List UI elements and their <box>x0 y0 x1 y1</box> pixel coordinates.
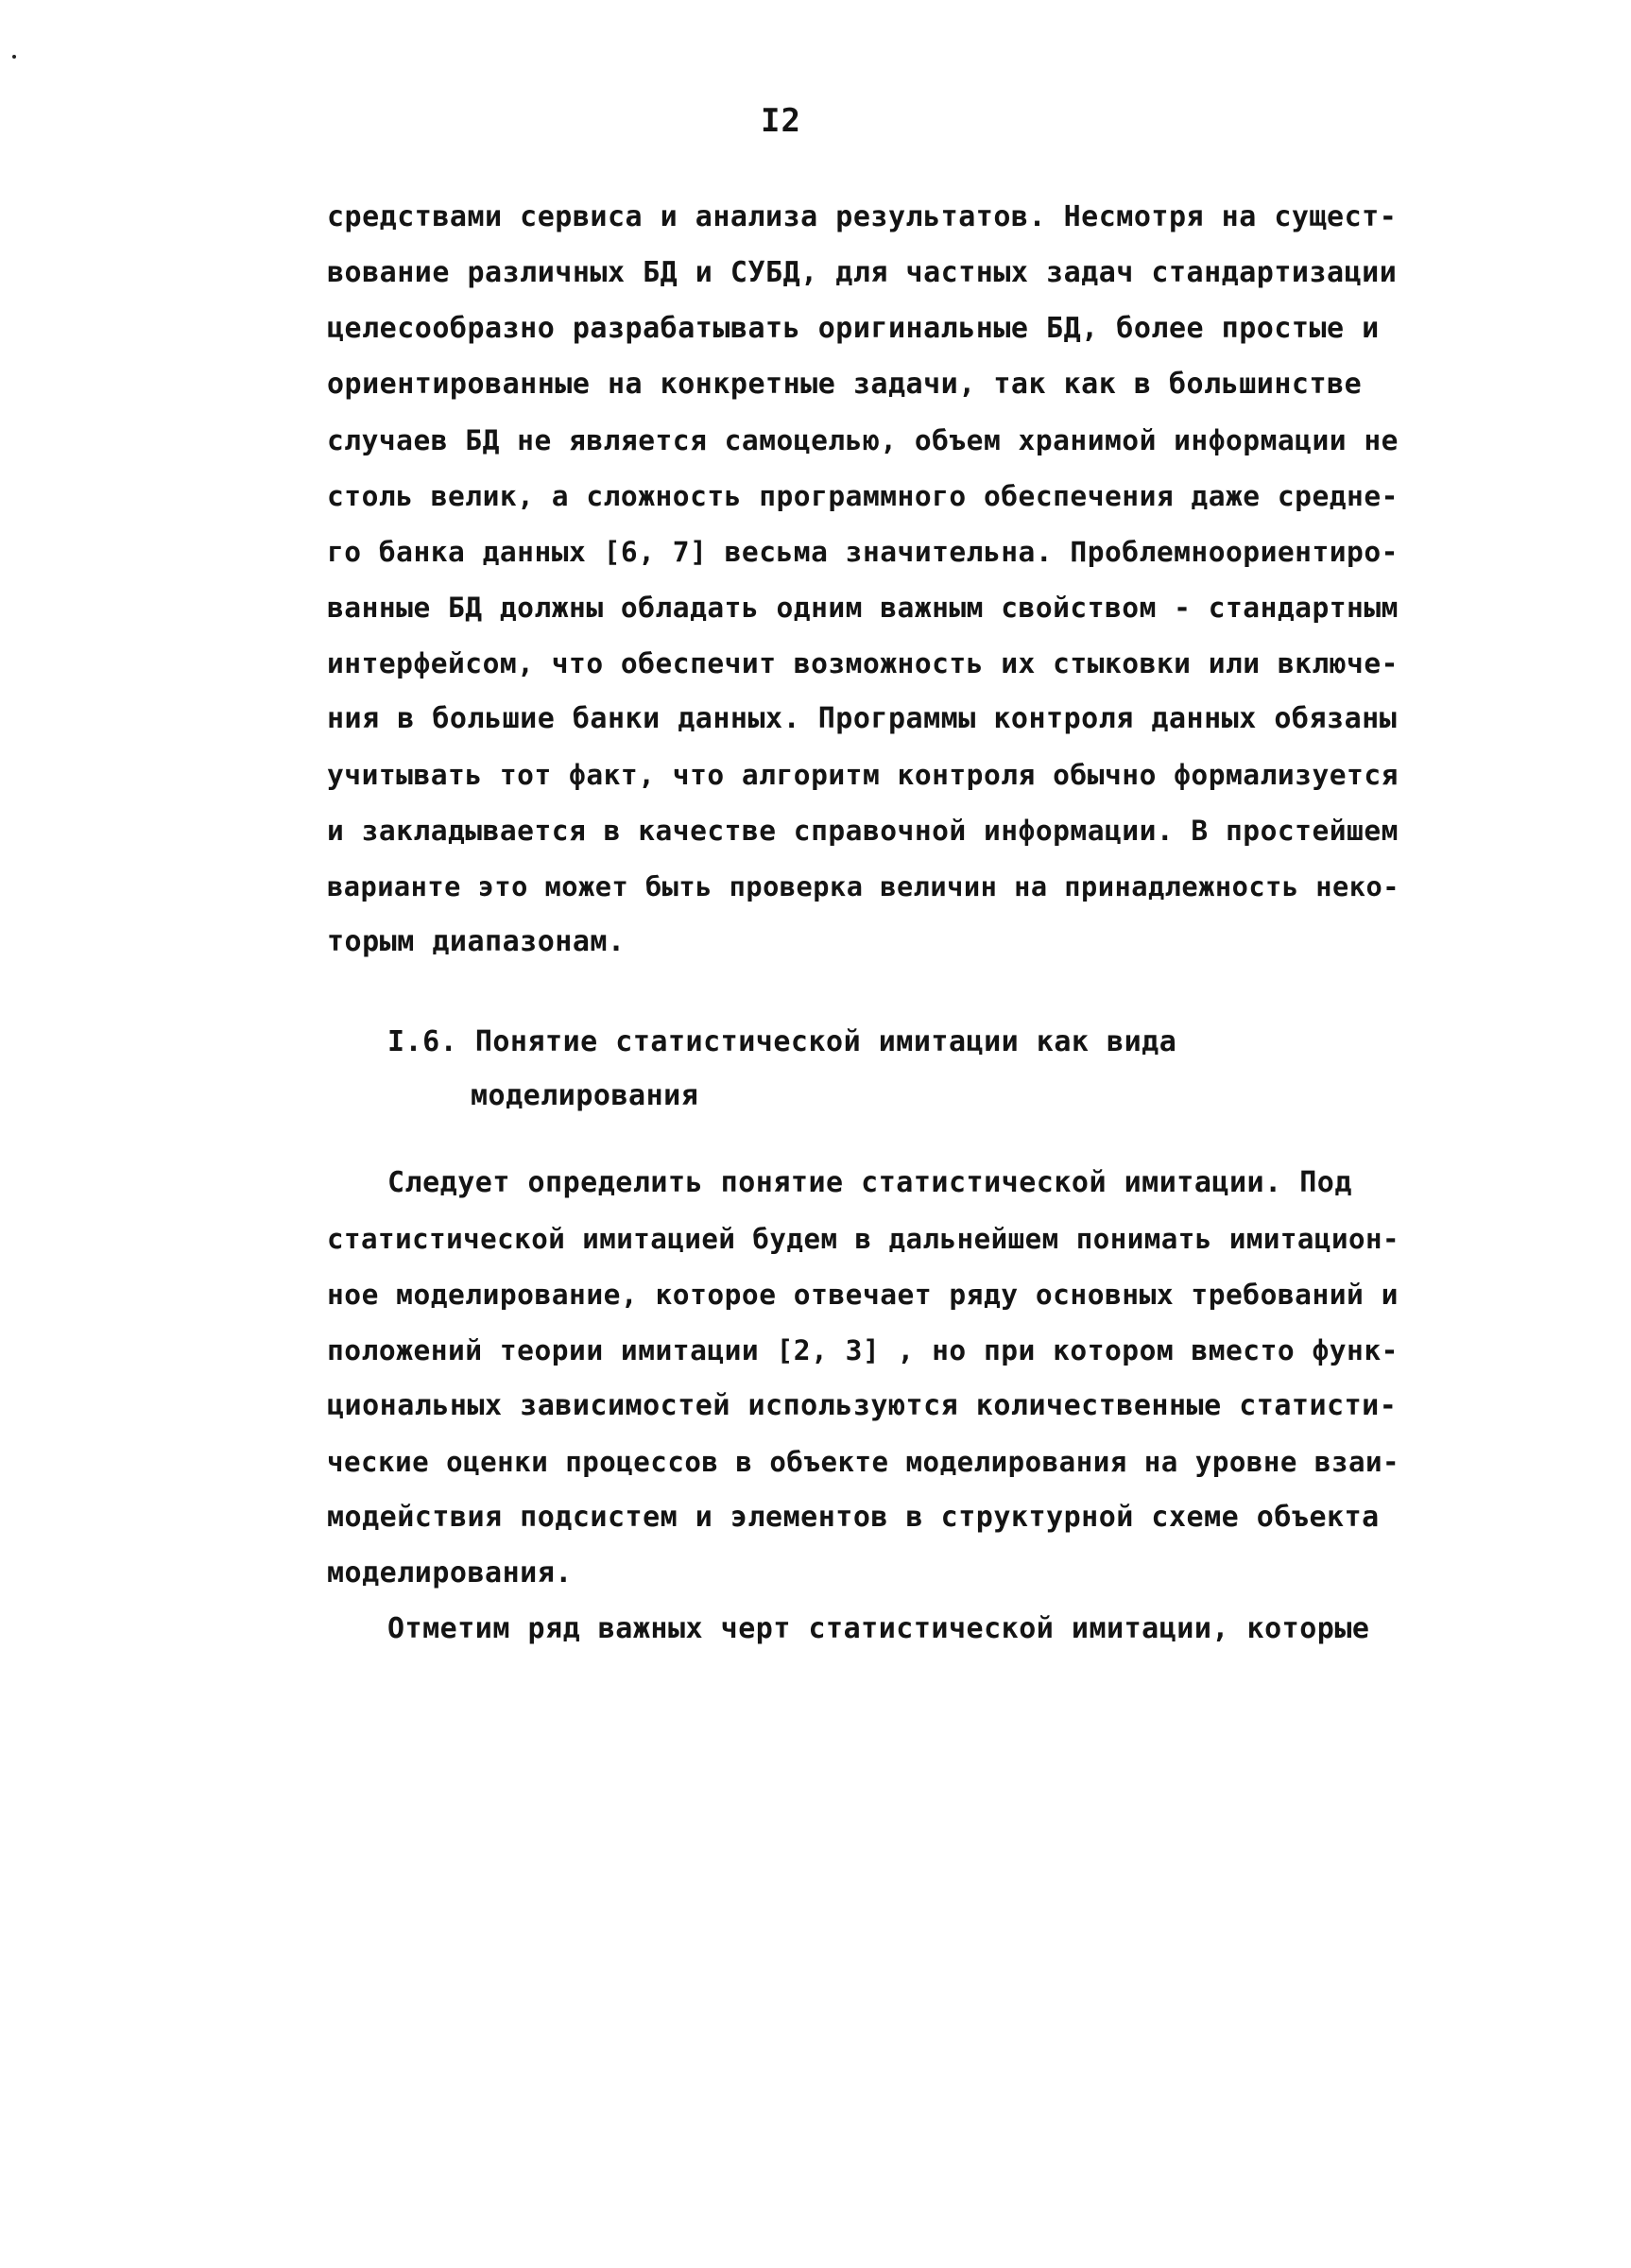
paragraph-1-line: учитывать тот факт, что алгоритм контроля обычно формализуется <box>327 759 1399 791</box>
paragraph-1-line: целесообразно разрабатывать оригинальные БД, более простые и <box>327 312 1380 345</box>
paragraph-2-line: моделирования. <box>327 1556 573 1589</box>
section-title-line-1: Понятие статистической имитации как вида <box>474 1025 1177 1058</box>
paragraph-1-line: столь велик, а сложность программного обеспечения даже средне- <box>327 480 1399 512</box>
paragraph-3-line: Отметим ряд важных черт статистической имитации, которые <box>387 1612 1370 1645</box>
paragraph-1-line: интерфейсом, что обеспечит возможность их стыковки или включе- <box>327 647 1399 679</box>
paragraph-1-line: ориентированные на конкретные задачи, так как в большинстве <box>327 368 1363 401</box>
paragraph-1-line: го банка данных [6, 7] весьма значительна. Проблемноориентиро- <box>327 536 1399 568</box>
section-number: I.6. <box>387 1025 458 1058</box>
paragraph-1-line: ния в большие банки данных. Программы контроля данных обязаны <box>327 702 1398 735</box>
paragraph-1-line: вование различных БД и СУБД, для частных задач стандартизации <box>327 256 1398 289</box>
paragraph-2-line: статистической имитацией будем в дальнейшем понимать имитацион- <box>327 1223 1400 1255</box>
paragraph-2-line: циональных зависимостей используются количественные статисти- <box>327 1389 1398 1422</box>
paragraph-1-line: ванные БД должны обладать одним важным свойством - стандартным <box>327 592 1399 624</box>
paragraph-2-line: ное моделирование, которое отвечает ряду основных требований и <box>327 1279 1399 1311</box>
paragraph-2-line: ческие оценки процессов в объекте моделирования на уровне взаи- <box>327 1446 1400 1478</box>
page-number: I2 <box>761 102 801 140</box>
paragraph-1-line: варианте это может быть проверка величин на принадлежность неко- <box>327 870 1399 902</box>
section-heading <box>387 1023 1176 1061</box>
paragraph-1-line: и закладывается в качестве справочной информации. В простейшем <box>327 815 1399 847</box>
paragraph-1-line: торым диапазонам. <box>327 925 626 958</box>
section-title-line-2: моделирования <box>471 1079 699 1112</box>
paragraph-1-line: средствами сервиса и анализа результатов. Несмотря на сущест- <box>327 200 1398 233</box>
scan-speck <box>12 55 16 59</box>
paragraph-2-line: Следует определить понятие статистической имитации. Под <box>387 1166 1352 1199</box>
paragraph-1-line: случаев БД не является самоцелью, объем хранимой информации не <box>327 424 1399 456</box>
paragraph-2-line: модействия подсистем и элементов в структурной схеме объекта <box>327 1501 1380 1534</box>
paragraph-2-line: положений теории имитации [2, 3] , но при котором вместо функ- <box>327 1334 1399 1366</box>
